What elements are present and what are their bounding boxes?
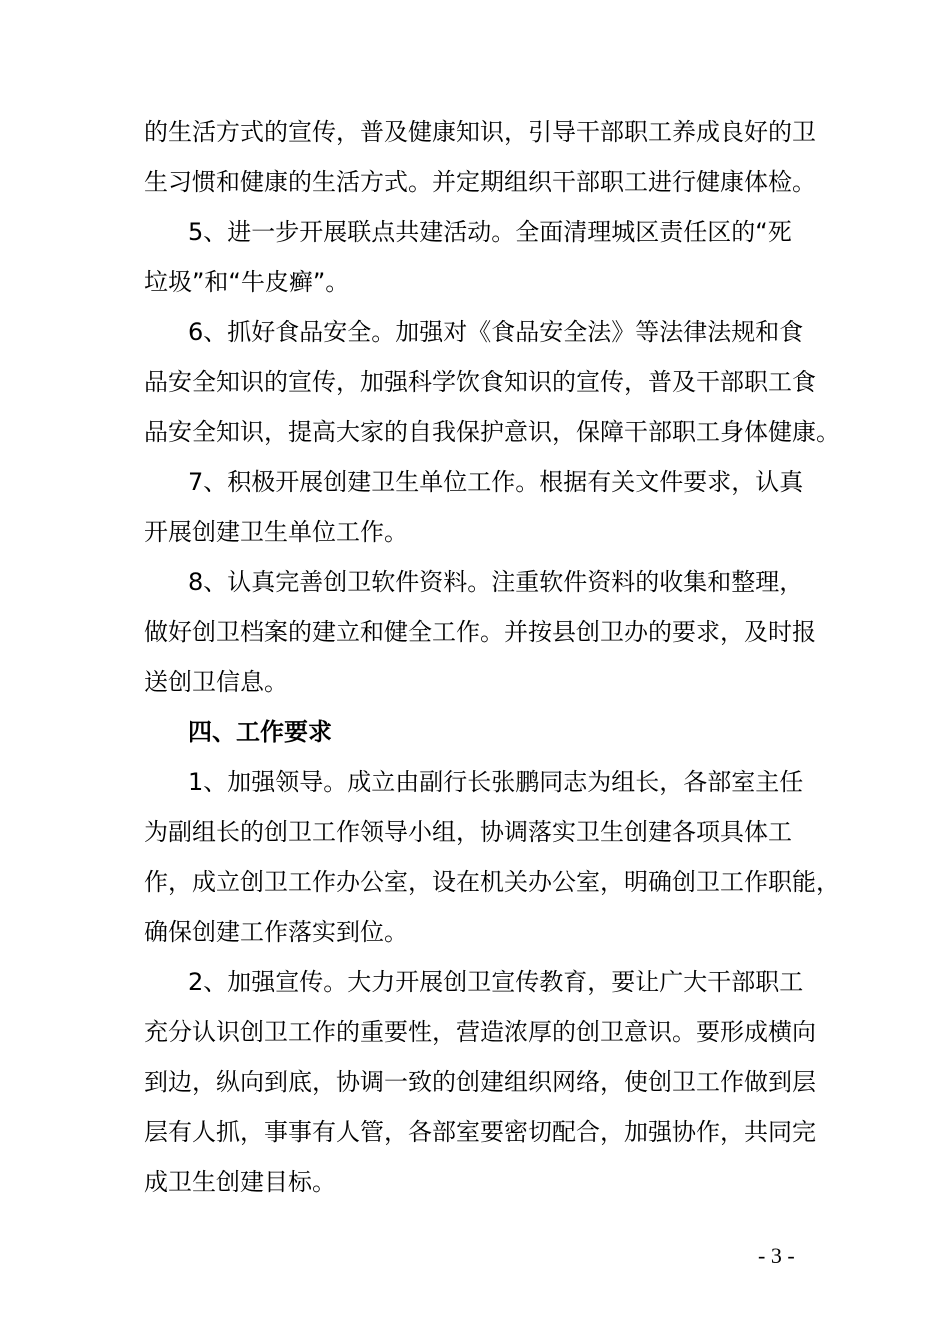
text-line: 生习惯和健康的生活方式。并定期组织干部职工进行健康体检。	[144, 168, 816, 196]
text-line: 的生活方式的宣传，普及健康知识，引导干部职工养成良好的卫	[144, 118, 816, 146]
text-line: 送创卫信息。	[144, 668, 288, 696]
text-line: 2、加强宣传。大力开展创卫宣传教育，要让广大干部职工	[188, 968, 804, 996]
text-line: 垃圾”和“牛皮癣”。	[144, 268, 350, 296]
page-number: - 3 -	[758, 1243, 795, 1268]
text-line: 1、加强领导。成立由副行长张鹏同志为组长，各部室主任	[188, 768, 804, 796]
text-line: 品安全知识，提高大家的自我保护意识，保障干部职工身体健康。	[144, 418, 840, 446]
text-line: 品安全知识的宣传，加强科学饮食知识的宣传，普及干部职工食	[144, 368, 816, 396]
text-line: 确保创建工作落实到位。	[144, 918, 408, 946]
text-line: 7、积极开展创建卫生单位工作。根据有关文件要求，认真	[188, 468, 804, 496]
text-line: 层有人抓，事事有人管，各部室要密切配合，加强协作，共同完	[144, 1118, 816, 1146]
text-line: 作，成立创卫工作办公室，设在机关办公室，明确创卫工作职能，	[144, 868, 840, 896]
text-line: 为副组长的创卫工作领导小组，协调落实卫生创建各项具体工	[144, 818, 792, 846]
section-heading: 四、工作要求	[188, 718, 332, 746]
text-line: 开展创建卫生单位工作。	[144, 518, 408, 546]
text-line: 到边，纵向到底，协调一致的创建组织网络，使创卫工作做到层	[144, 1068, 816, 1096]
text-line: 成卫生创建目标。	[144, 1168, 336, 1196]
text-line: 做好创卫档案的建立和健全工作。并按县创卫办的要求，及时报	[144, 618, 816, 646]
text-line: 充分认识创卫工作的重要性，营造浓厚的创卫意识。要形成横向	[144, 1018, 816, 1046]
text-line: 5、进一步开展联点共建活动。全面清理城区责任区的“死	[188, 218, 792, 246]
body-text	[144, 107, 840, 1207]
text-line: 6、抓好食品安全。加强对《食品安全法》等法律法规和食	[188, 318, 804, 346]
text-line: 8、认真完善创卫软件资料。注重软件资料的收集和整理，	[188, 568, 804, 596]
